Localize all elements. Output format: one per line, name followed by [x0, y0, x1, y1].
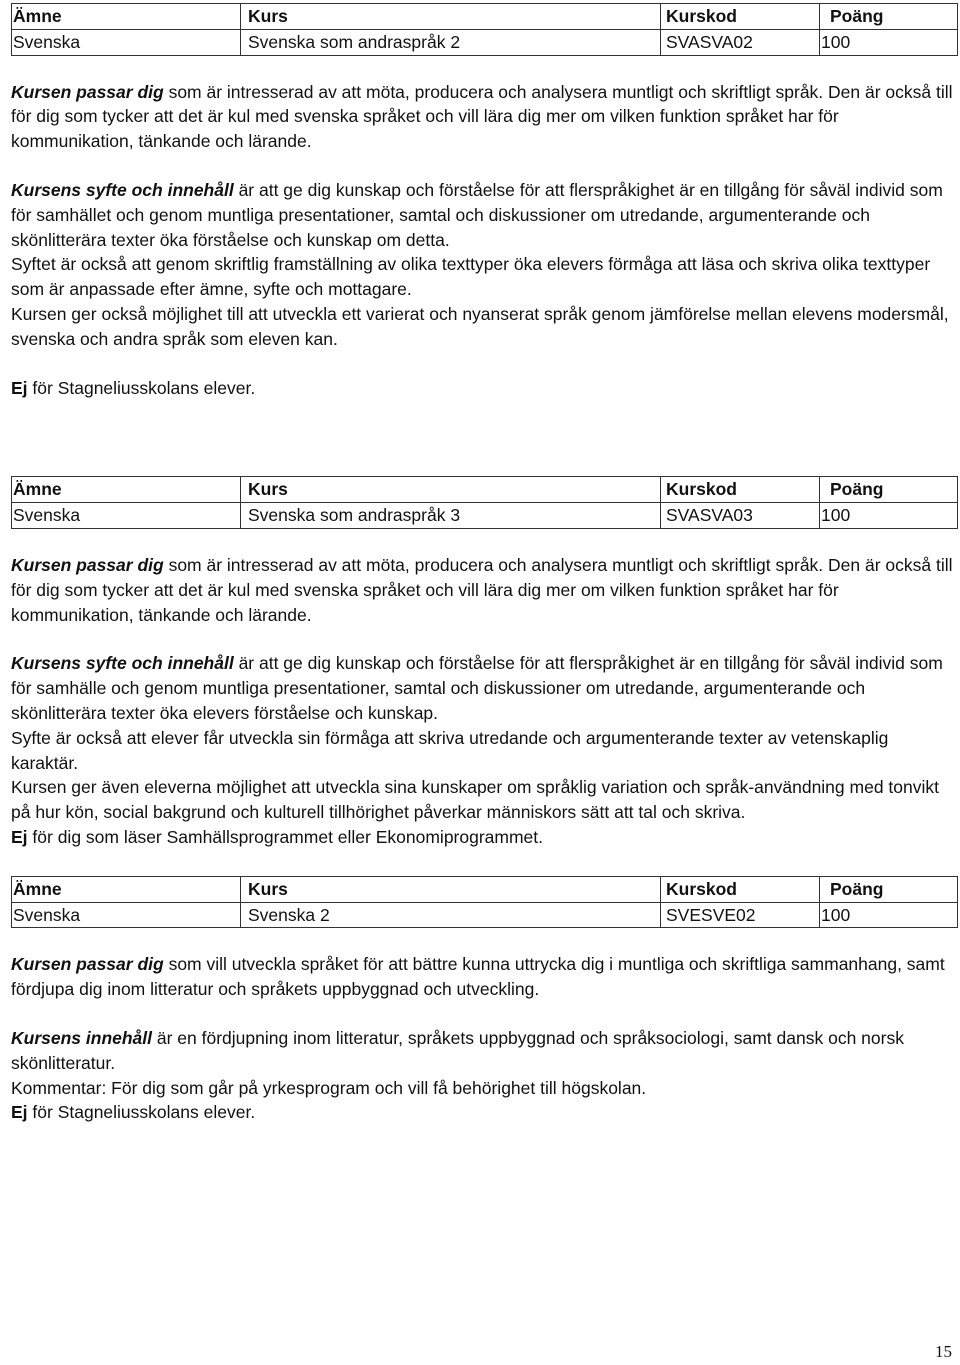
section2-intro-lead: Kursen passar dig: [11, 554, 164, 575]
document-page: [11, 3, 959, 1125]
section3-content-text: är en fördjupning inom litteratur, språkets uppbyggnad och språksociologi, samt dansk och norsk skönlitteratur.: [11, 1027, 904, 1073]
table-row: [12, 503, 958, 529]
section1-purpose-3: Kursen ger också möjlighet till att utveckla ett varierat och nyanserat språk genom jämförelse mellan elevens modersmål, svenska och andra språk som eleven kan.: [11, 303, 949, 349]
section2-note: [11, 825, 959, 850]
section2-purpose: [11, 651, 959, 725]
header-poang: Poäng: [820, 477, 958, 503]
section2-purpose-lead: Kursens syfte och innehåll: [11, 653, 234, 674]
section1-intro-text: som är intresserad av att möta, producera och analysera muntligt och skriftligt språk. Den är också till för dig som tycker att det är kul med svenska språket och vill lära dig mer om vilken funktion språket har för kommunikation, tänkande och lärande.: [11, 81, 953, 152]
header-kurskod: Kurskod: [661, 477, 820, 503]
section2-purpose-text: är att ge dig kunskap och förståelse för att flerspråkighet är en tillgång för såväl individ som för samhälle och genom muntliga presentationer, samtal och diskussioner om utredande, argumenterande och skönlitterära texter öka elevers förståelse och kunskap.: [11, 653, 943, 723]
cell-kurs: Svenska 2: [241, 902, 661, 928]
header-amne: Ämne: [12, 477, 241, 503]
header-poang: Poäng: [820, 4, 958, 30]
course-table-svasva02: [11, 3, 958, 56]
cell-kurskod: SVASVA03: [661, 503, 820, 529]
section3-note-text: för Stagneliusskolans elever.: [27, 1102, 256, 1123]
section1-purpose-text: är att ge dig kunskap och förståelse för att flerspråkighet är en tillgång för såväl individ som för samhället och genom muntliga presentationer, samtal och diskussioner om utredande, argumenterande och skönlitterära texter öka förståelse och kunskap om detta.: [11, 179, 943, 250]
cell-poang: 100: [820, 29, 958, 55]
section1-purpose: [11, 178, 959, 252]
header-kurs: Kurs: [241, 4, 661, 30]
cell-kurskod: SVASVA02: [661, 29, 820, 55]
header-kurskod: Kurskod: [661, 4, 820, 30]
section2-note-lead: Ej: [11, 826, 28, 847]
section1-note-lead: Ej: [11, 377, 28, 398]
cell-amne: Svenska: [12, 902, 241, 928]
section3-note: [11, 1100, 959, 1125]
page-number: 15: [935, 1342, 952, 1361]
section3-intro: [11, 952, 959, 1002]
section3-note-lead: Ej: [11, 1102, 28, 1123]
section3-comment: Kommentar: För dig som går på yrkesprogram och vill få behörighet till högskolan.: [11, 1077, 647, 1098]
table-row: [12, 29, 958, 55]
section3-content: [11, 1026, 959, 1076]
cell-amne: Svenska: [12, 29, 241, 55]
header-kurskod: Kurskod: [661, 876, 820, 902]
cell-kurs: Svenska som andraspråk 2: [241, 29, 661, 55]
cell-amne: Svenska: [12, 503, 241, 529]
table-header-row: [12, 477, 958, 503]
course-table-svasva03: [11, 476, 958, 529]
course-table-svesve02: [11, 876, 958, 929]
section1-purpose-2: Syftet är också att genom skriftlig framställning av olika texttyper öka elevers förmåga att läsa och skriva olika texttyper som är anpassade efter ämne, syfte och mottagare.: [11, 254, 931, 300]
cell-poang: 100: [820, 902, 958, 928]
section3-content-lead: Kursens innehåll: [11, 1027, 153, 1048]
section1-intro-lead: Kursen passar dig: [11, 81, 164, 102]
cell-kurskod: SVESVE02: [661, 902, 820, 928]
table-row: [12, 902, 958, 928]
cell-poang: 100: [820, 503, 958, 529]
table-header-row: [12, 876, 958, 902]
section1-note: [11, 376, 959, 401]
section2-note-text: för dig som läser Samhällsprogrammet eller Ekonomiprogrammet.: [27, 826, 544, 847]
section3-intro-text: som vill utveckla språket för att bättre kunna uttrycka dig i muntliga och skriftliga sammanhang, samt fördjupa dig inom litteratur och språkets uppbyggnad och utveckling.: [11, 954, 945, 1000]
section2-intro-text: som är intresserad av att möta, producera och analysera muntligt och skriftligt språk. Den är också till för dig som tycker att det är kul med svenska språket och vill lära dig mer om vilken funktion språket har för kommunikation, tänkande och lärande.: [11, 554, 953, 625]
section3-intro-lead: Kursen passar dig: [11, 954, 164, 975]
section1-purpose-lead: Kursens syfte och innehåll: [11, 179, 234, 200]
section2-purpose-3: Kursen ger även eleverna möjlighet att utveckla sina kunskaper om språklig variation och språk-användning med tonvikt på hur kön, social bakgrund och kulturell tillhörighet påverkar människors sätt att tal och skriva.: [11, 777, 939, 823]
header-kurs: Kurs: [241, 876, 661, 902]
section1-note-text: för Stagneliusskolans elever.: [27, 377, 256, 398]
header-kurs: Kurs: [241, 477, 661, 503]
table-header-row: [12, 4, 958, 30]
header-amne: Ämne: [12, 4, 241, 30]
section2-intro: [11, 553, 959, 627]
section2-purpose-2: Syfte är också att elever får utveckla sin förmåga att skriva utredande och argumenterande texter av vetenskaplig karaktär.: [11, 727, 889, 773]
header-amne: Ämne: [12, 876, 241, 902]
section1-intro: [11, 80, 959, 154]
header-poang: Poäng: [820, 876, 958, 902]
cell-kurs: Svenska som andraspråk 3: [241, 503, 661, 529]
